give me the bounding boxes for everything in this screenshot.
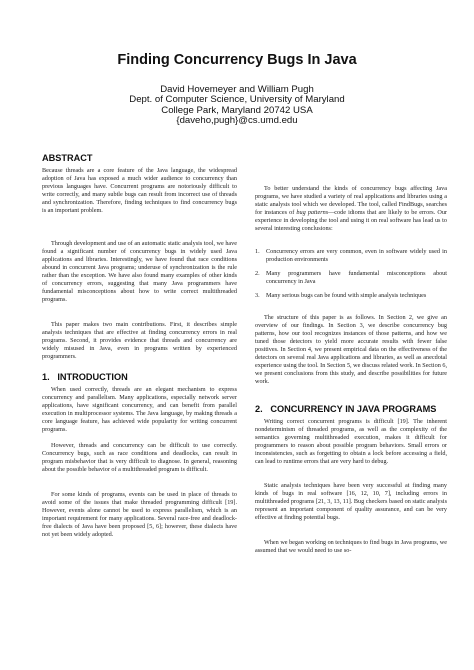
intro-paragraph: However, threads and concurrency can be difficult to use correctly. Concurrency bugs, such as race conditions and deadlocks, can result in program misbehavior that is very difficult to diagnose. In general, reasoning about the possible behavior of a multithreaded program is difficult. — [42, 442, 237, 474]
conclusion-item: 1. Concurrency errors are very common, even in software widely used in production environments — [255, 248, 447, 264]
conclusion-item: 2. Many programmers have fundamental misconceptions about concurrency in Java — [255, 270, 447, 286]
conclusion-item: 3. Many serious bugs can be found with simple analysis techniques — [255, 292, 427, 300]
abstract-paragraph: This paper makes two main contributions. First, it describes simple analysis techniques that are effective at finding concurrency errors in real programs. Second, it provides evidence that threads and concurrency are widely misused in Java, even in programs written by experienced programmers. — [42, 321, 237, 361]
right-column — [255, 0, 447, 670]
intro-paragraph: To better understand the kinds of concurrency bugs affecting Java programs, we have studied a variety of real applications and libraries using a static analysis tool which we developed. The tool, called FindBugs, searches for instances of bug patterns—code idioms that are likely to be errors. Our experience in developing the tool and using it on real software has lead us to several interesting conclusions: — [255, 185, 447, 233]
section2-paragraph: Writing correct concurrent programs is difficult [19]. The inherent nondeterminism of threaded programs, as well as the complexity of the semantics governing multithreaded execution, makes it difficult for programmers to reason about possible program behaviors. Small errors or inconsistencies, such as forgetting to obtain a lock before accessing a field, can lead to runtime errors that are very hard to debug. — [255, 418, 447, 466]
left-column — [42, 0, 237, 670]
intro-paragraph: When used correctly, threads are an elegant mechanism to express concurrency and parallelism. Many applications, especially network server applications, have significant concurrency, and can benefit from parallel execution in multiprocessor systems. The Java language, by making threads a core language feature, has achieved wide popularity for writing concurrent programs. — [42, 386, 237, 434]
abstract-paragraph: Because threads are a core feature of the Java language, the widespread adoption of Java has exposed a much wider audience to concurrency than previous languages have. Concurrent programs are notoriously difficult to write correctly, and many subtle bugs can result from incorrect use of threads and synchronization. Therefore, finding techniques to find concurrency bugs is an important problem. — [42, 167, 237, 215]
author-address: College Park, Maryland 20742 USA — [161, 104, 313, 116]
author-email: {daveho,pugh}@cs.umd.edu — [176, 114, 298, 126]
abstract-heading: ABSTRACT — [42, 153, 93, 163]
author-affiliation: Dept. of Computer Science, University of Maryland — [129, 94, 345, 106]
section2-heading: 2. CONCURRENCY IN JAVA PROGRAMS — [255, 404, 437, 414]
bug-patterns-term: bug patterns — [296, 209, 329, 217]
section2-paragraph: When we began working on techniques to find bugs in Java programs, we assumed that we would need to use so- — [255, 539, 448, 555]
section2-paragraph: Static analysis techniques have been very successful at finding many kinds of bugs in real software [16, 12, 10, 7], including errors in multithreaded programs [21, 3, 13, 11]. Bug checkers based on static analysis represent an important component of quality assurance, and can be very effective at finding potential bugs. — [255, 482, 447, 522]
introduction-heading: 1. INTRODUCTION — [42, 372, 128, 382]
abstract-paragraph: Through development and use of an automatic static analysis tool, we have found a significant number of concurrency bugs in widely used Java applications and libraries. Interestingly, we have found that race conditions abound in concurrent Java programs; underuse of synchronization is the rule rather than the exception. We have also found many examples of other kinds of concurrency errors, suggesting that many Java programmers have fundamental misconceptions about how to write correct multithreaded programs. — [42, 240, 237, 304]
intro-paragraph: For some kinds of programs, events can be used in place of threads to avoid some of the issues that make threaded programming difficult [19]. However, events alone cannot be used to express parallelism, which is an important requirement for many applications. Several race-free and deadlock-free dialects of Java have been proposed [5, 6]; however, these dialects have not yet been widely adopted. — [42, 491, 237, 539]
author-names: David Hovemeyer and William Pugh — [160, 84, 314, 95]
conclusions-list — [255, 248, 447, 300]
paper-title: Finding Concurrency Bugs In Java — [117, 52, 357, 68]
intro-paragraph: The structure of this paper is as follows. In Section 2, we give an overview of our findings. In Section 3, we describe concurrency bug patterns, how our tool recognizes instances of those patterns, and how we tuned those detectors to yield more accurate results with fewer false positives. In Section 4, we present empirical data on the effectiveness of the detectors on several real Java applications and libraries, as well as anecdotal experience using the tool. In Section 5, we discuss related work. In Section 6, we present conclusions from this study, and describe possibilities for future work. — [255, 314, 447, 386]
